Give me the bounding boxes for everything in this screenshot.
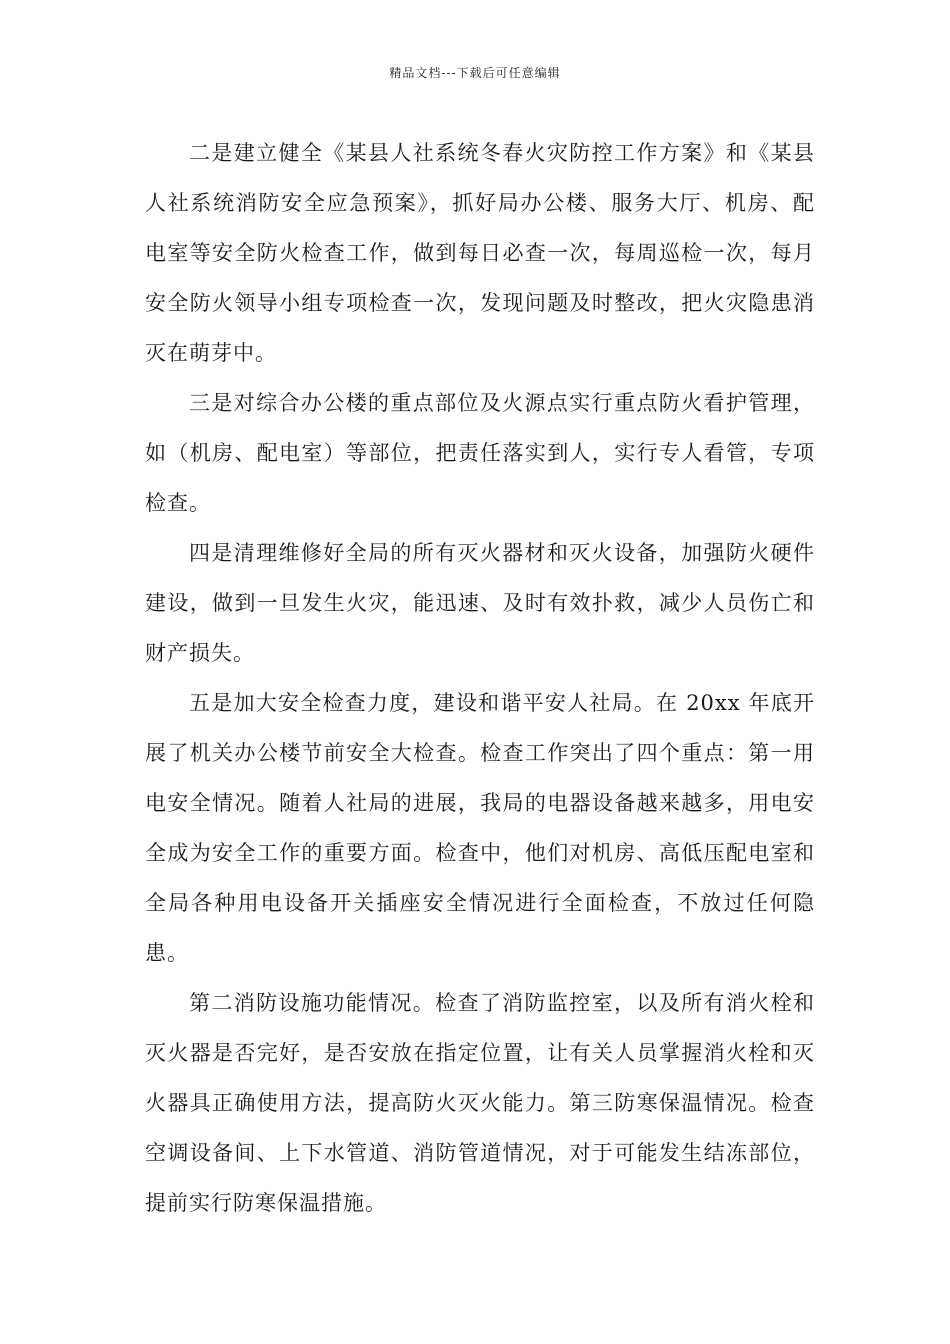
page-header: 精品文档---下载后可任意编辑 bbox=[389, 66, 561, 80]
paragraph-key-locations: 三是对综合办公楼的重点部位及火源点实行重点防火看护管理，如（机房、配电室）等部位，把责任落实到人，实行专人看管，专项检查。 bbox=[145, 391, 815, 515]
paragraph-fire-plan: 二是建立健全《某县人社系统冬春火灾防控工作方案》和《某县人社系统消防安全应急预案》，抓好局办公楼、服务大厅、机房、配电室等安全防火检查工作，做到每日必查一次，每周巡检一次，每月安全防火领导小组专项检查一次，发现问题及时整改，把火灾隐患消灭在萌芽中。 bbox=[145, 141, 815, 365]
paragraph-fire-facilities: 第二消防设施功能情况。检查了消防监控室，以及所有消火栓和灭火器是否完好，是否安放在指定位置，让有关人员掌握消火栓和灭火器具正确使用方法，提高防火灭火能力。第三防寒保温情况。检查空调设备间、上下水管道、消防管道情况，对于可能发生结冻部位，提前实行防寒保温措施。 bbox=[145, 991, 815, 1215]
paragraph-equipment-maintenance: 四是清理维修好全局的所有灭火器材和灭火设备，加强防火硬件建设，做到一旦发生火灾，能迅速、及时有效扑救，减少人员伤亡和财产损失。 bbox=[145, 541, 815, 665]
document-body bbox=[145, 128, 815, 1228]
paragraph-safety-inspection: 五是加大安全检查力度，建设和谐平安人社局。在 20xx 年底开展了机关办公楼节前安全大检查。检查工作突出了四个重点：第一用电安全情况。随着人社局的进展，我局的电器设备越来越多，用电安全成为安全工作的重要方面。检查中，他们对机房、高低压配电室和全局各种用电设备开关插座安全情况进行全面检查，不放过任何隐患。 bbox=[145, 691, 815, 965]
